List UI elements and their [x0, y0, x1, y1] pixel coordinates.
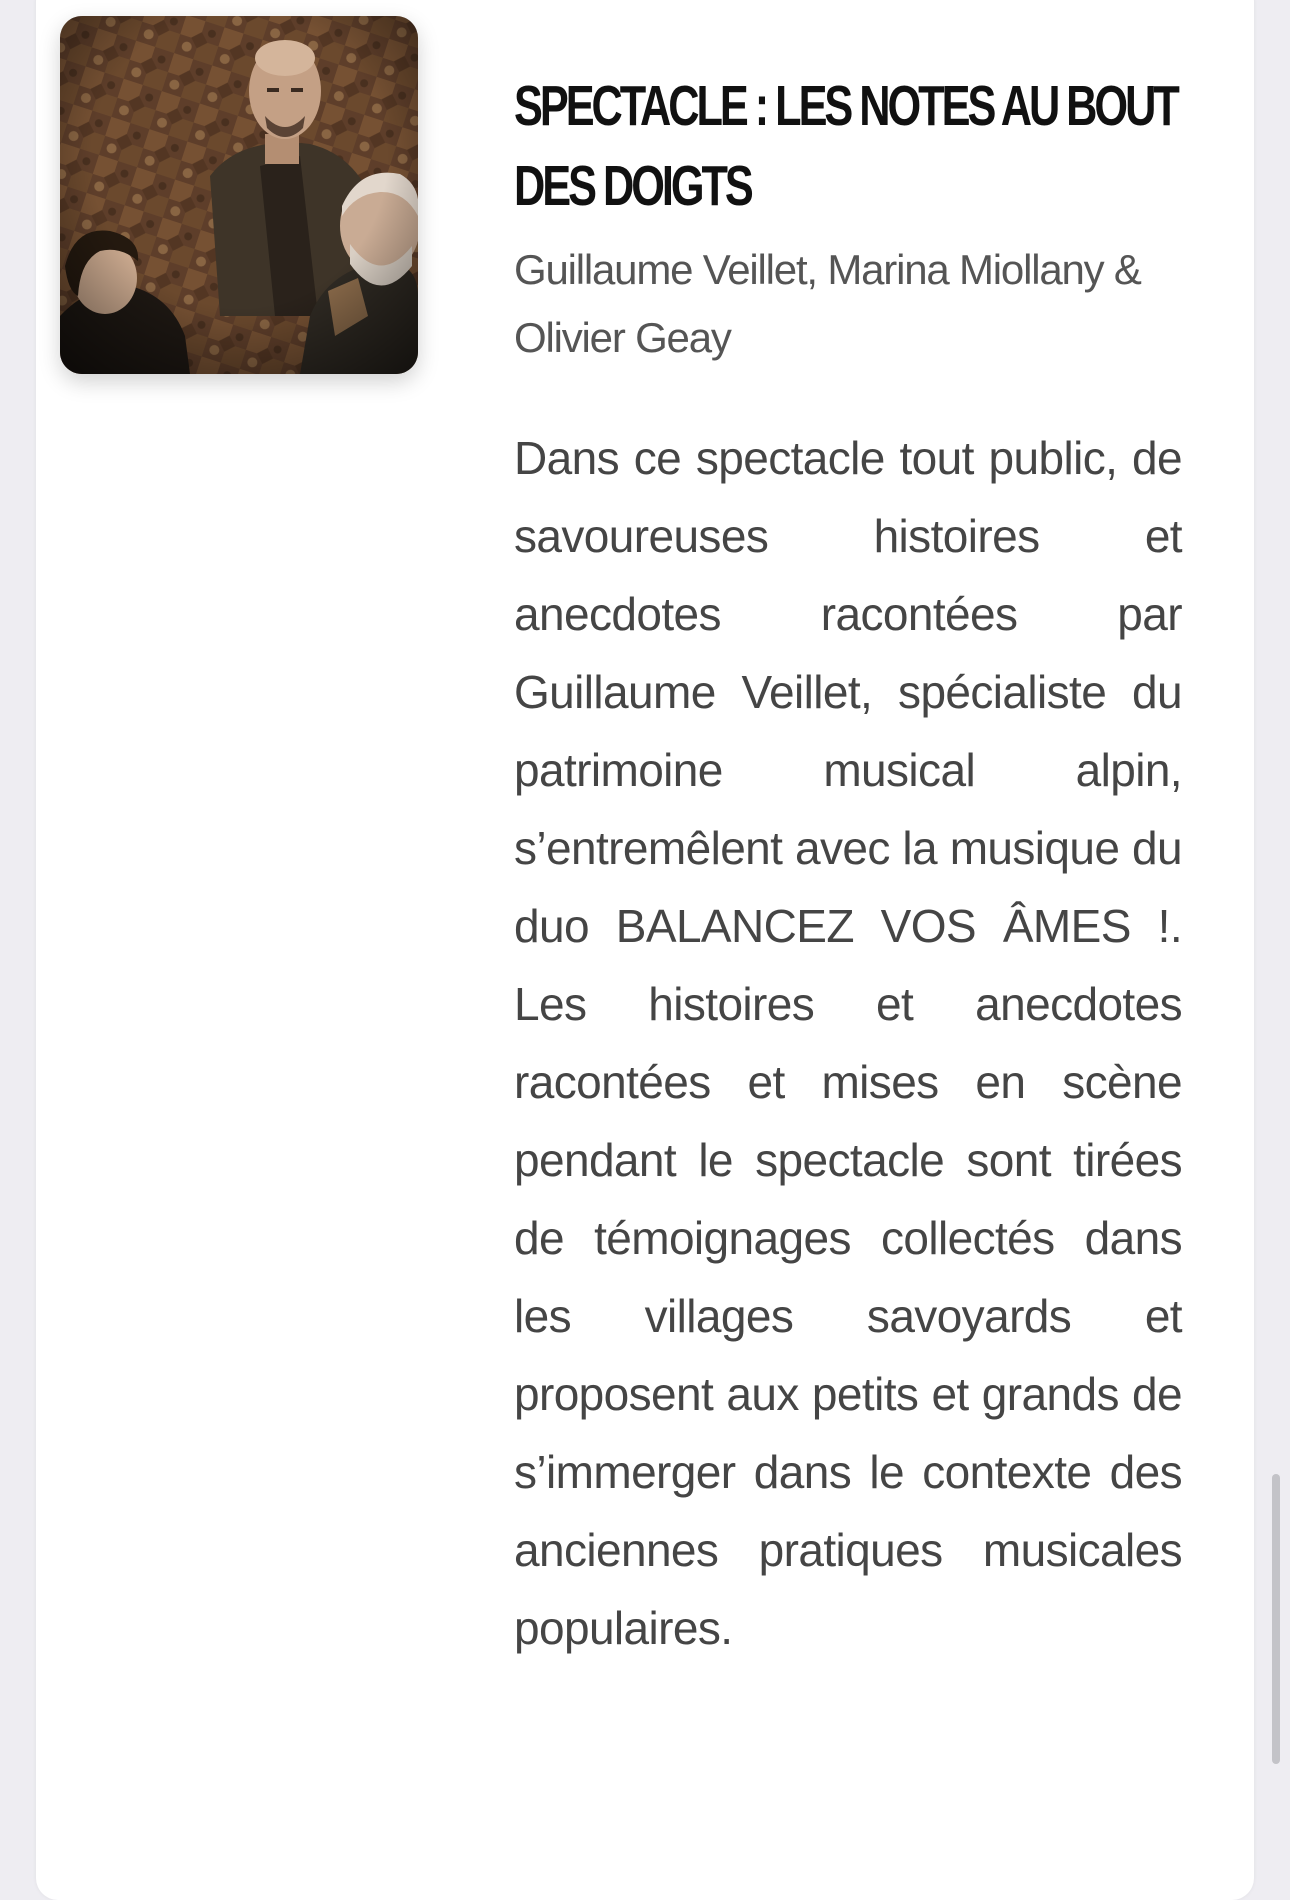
event-artists: Guillaume Veillet, Marina Miollany & Olivier Geay	[514, 246, 1141, 361]
performers-photo-icon	[60, 16, 418, 374]
event-title-line-1: SPECTACLE : LES NOTES AU BOUT	[514, 74, 1177, 138]
event-title-line-2: DES DOIGTS	[514, 154, 751, 218]
event-title	[514, 66, 1177, 226]
event-description: Dans ce spectacle tout public, de savoureuses histoires et anecdotes racontées par Guillaume Veillet, spécialiste du patrimoine musical alpin, s’entremêlent avec la musique du duo BALANCEZ VOS ÂMES !. Les histoires et anecdotes racontées et mises en scène pendant le spectacle sont tirées de témoignages collectés dans les villages savoyards et proposent aux petits et grands de s’immerger dans le contexte des anciennes pratiques musicales populaires.	[514, 432, 1182, 1654]
scrollbar-thumb[interactable]	[1272, 1474, 1280, 1764]
event-photo[interactable]	[60, 16, 418, 374]
